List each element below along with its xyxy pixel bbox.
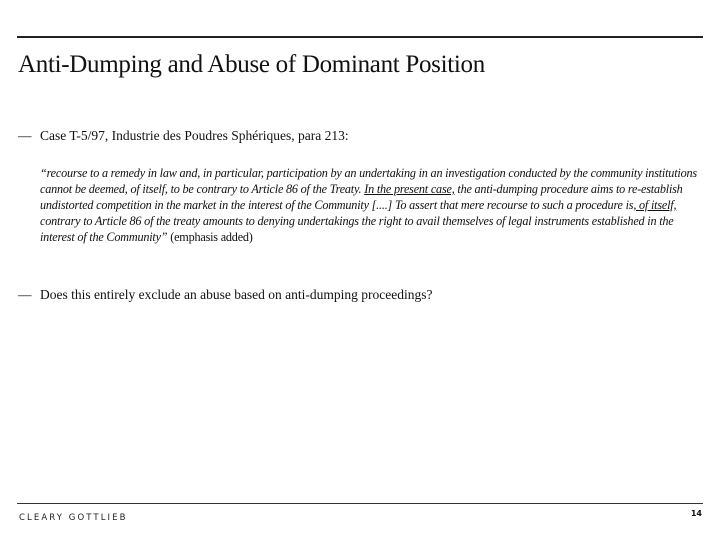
bullet-dash: — [18,128,32,143]
bullet-question [18,287,433,303]
quote-underline-1: In the present case, [364,182,455,196]
quote-part-1: “recourse to a remedy in law and, in particular, participation by an undertaking in an investigation conducted by the community institutions cannot be deemed, of itself, to be contrary to Article 86 of the Treaty. [40,166,697,196]
case-quote [40,165,700,245]
slide-title: Anti-Dumping and Abuse of Dominant Position [18,51,485,78]
bullet-case-reference [18,128,349,144]
bullet-dash: — [18,287,32,302]
quote-underline-2: , of itself, [633,198,677,212]
bullet-text: Case T-5/97, Industrie des Poudres Sphériques, para 213: [40,128,349,143]
quote-part-3: contrary to Article 86 of the treaty amounts to denying undertakings the right to avail themselves of legal instruments established in the interest of the Community” [40,214,674,244]
quote-part-2: the anti-dumping procedure aims to re-establish undistorted competition in the market in the interest of the Community [....] To assert that mere recourse to such a procedure is [40,182,683,212]
footer-rule [17,503,703,504]
quote-emphasis-note: (emphasis added) [167,230,253,244]
bullet-text: Does this entirely exclude an abuse based on anti-dumping proceedings? [40,287,433,302]
firm-logo: CLEARY GOTTLIEB [19,513,128,523]
header-rule [17,36,703,38]
page-number: 14 [690,509,702,518]
